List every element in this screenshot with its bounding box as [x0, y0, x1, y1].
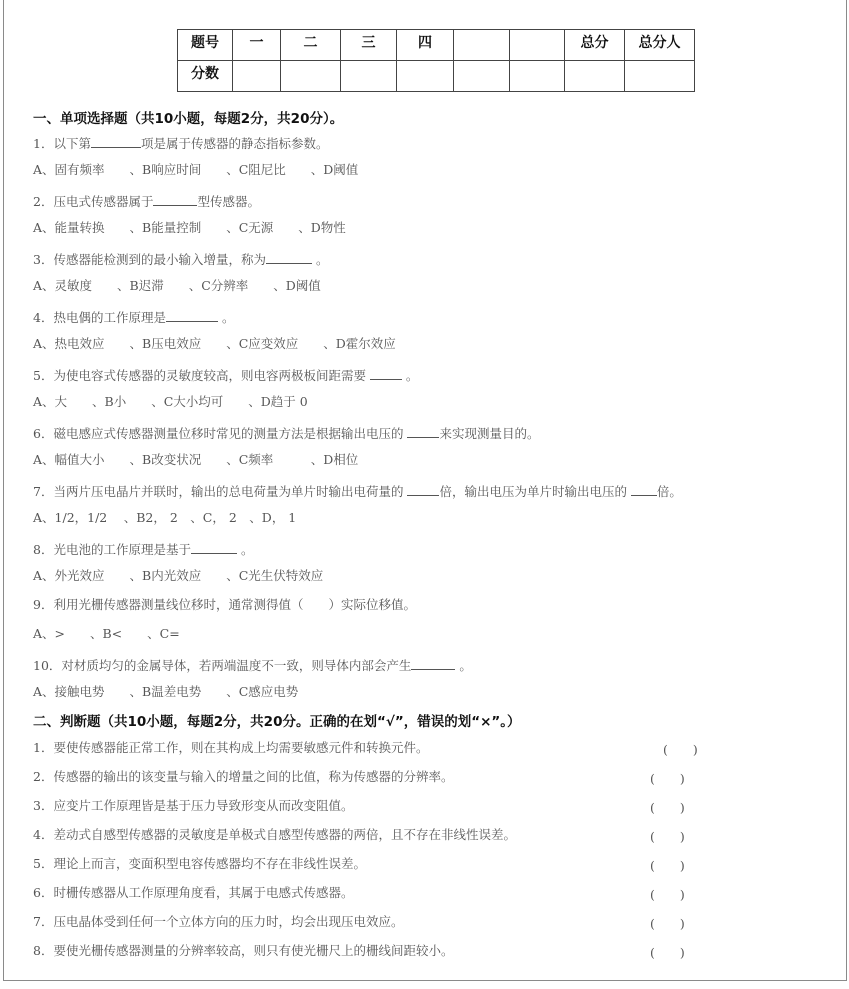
- answer-parentheses[interactable]: ( ): [650, 887, 685, 902]
- answer-options: [33, 510, 296, 526]
- section1-title: 一、单项选择题（共10小题，每题2分，共20分）。: [33, 111, 344, 127]
- score-row-label: 分数: [178, 61, 233, 92]
- question-text: [33, 249, 328, 268]
- score-table: [177, 29, 695, 92]
- text-segment: 。: [455, 658, 472, 673]
- answer-parentheses[interactable]: ( ): [650, 829, 685, 844]
- question-text: [33, 423, 539, 442]
- text-segment: 6．磁电感应式传感器测量位移时常见的测量方法是根据输出电压的: [33, 426, 408, 441]
- text-segment: 。: [401, 368, 419, 383]
- answer-parentheses[interactable]: ( ): [650, 771, 685, 786]
- answer-options: [33, 626, 180, 642]
- question-text: [33, 539, 253, 558]
- section2-title: 二、判断题（共10小题，每题2分，共20分。正确的在划“√”，错误的划“×”。）: [33, 714, 521, 730]
- text-segment: A、灵敏度 、B迟滞 、C分辨率 、D阈值: [33, 278, 321, 293]
- judgment-item: 3．应变片工作原理皆是基于压力导致形变从而改变阻值。: [33, 798, 354, 813]
- answer-options: [33, 452, 358, 468]
- answer-options: [33, 336, 396, 352]
- text-segment: 来实现测量目的。: [439, 426, 540, 441]
- answer-options: [33, 220, 346, 236]
- score-input-cell[interactable]: [341, 61, 397, 92]
- score-table-header-cell: 二: [281, 30, 341, 61]
- question-text: [33, 655, 472, 674]
- text-segment: A、外光效应 、B内光效应 、C光生伏特效应: [33, 568, 324, 583]
- answer-blank[interactable]: [191, 539, 237, 554]
- answer-blank[interactable]: [407, 481, 439, 496]
- judgment-item: 7．压电晶体受到任何一个立体方向的压力时，均会出现压电效应。: [33, 914, 404, 929]
- text-segment: 3．传感器能检测到的最小输入增量，称为: [33, 252, 266, 267]
- answer-blank[interactable]: [411, 655, 455, 670]
- score-input-cell[interactable]: [565, 61, 625, 92]
- answer-parentheses[interactable]: ( ): [650, 858, 685, 873]
- text-segment: 倍。: [656, 484, 682, 499]
- answer-options: [33, 394, 308, 410]
- score-table-header-cell: 四: [397, 30, 454, 61]
- text-segment: A、能量转换 、B能量控制 、C无源 、D物性: [33, 220, 346, 235]
- score-table-header-row: [178, 30, 695, 61]
- answer-options: [33, 278, 321, 294]
- judgment-item: 1．要使传感器能正常工作，则在其构成上均需要敏感元件和转换元件。: [33, 740, 429, 755]
- judgment-item: 2．传感器的输出的该变量与输入的增量之间的比值，称为传感器的分辨率。: [33, 769, 454, 784]
- text-segment: 4．热电偶的工作原理是: [33, 310, 166, 325]
- answer-blank[interactable]: [91, 133, 141, 148]
- question-text: [33, 191, 260, 210]
- answer-options: [33, 568, 323, 584]
- score-table-header-cell: [510, 30, 565, 61]
- question-text: [33, 133, 328, 152]
- text-segment: 9．利用光栅传感器测量线位移时，通常测得值（ ）实际位移值。: [33, 597, 416, 612]
- text-segment: 型传感器。: [197, 194, 260, 209]
- text-segment: 7．当两片压电晶片并联时，输出的总电荷量为单片时输出电荷量的: [33, 484, 408, 499]
- score-input-cell[interactable]: [454, 61, 510, 92]
- text-segment: 5．为使电容式传感器的灵敏度较高，则电容两极板间距需要: [33, 368, 370, 383]
- text-segment: A、大 、B小 、C大小均可 、D趋于 0: [33, 394, 308, 409]
- text-segment: 倍，输出电压为单片时输出电压的: [439, 484, 631, 499]
- score-input-cell[interactable]: [233, 61, 281, 92]
- answer-blank[interactable]: [266, 249, 312, 264]
- text-segment: 项是属于传感器的静态指标参数。: [140, 136, 329, 151]
- judgment-item: 8．要使光栅传感器测量的分辨率较高，则只有使光栅尺上的栅线间距较小。: [33, 943, 454, 958]
- question-text: [33, 481, 682, 500]
- answer-blank[interactable]: [166, 307, 218, 322]
- text-segment: 。: [217, 310, 235, 325]
- text-segment: 。: [311, 252, 329, 267]
- score-input-cell[interactable]: [510, 61, 565, 92]
- answer-parentheses[interactable]: ( ): [650, 945, 685, 960]
- score-input-cell[interactable]: [397, 61, 454, 92]
- judgment-item: 6．时栅传感器从工作原理角度看，其属于电感式传感器。: [33, 885, 354, 900]
- text-segment: A、固有频率 、B响应时间 、C阻尼比 、D阈值: [33, 162, 359, 177]
- answer-blank[interactable]: [153, 191, 197, 206]
- answer-parentheses[interactable]: ( ): [663, 742, 698, 757]
- score-table-header-cell: 一: [233, 30, 281, 61]
- question-text: [33, 307, 234, 326]
- text-segment: 10．对材质均匀的金属导体，若两端温度不一致，则导体内部会产生: [33, 658, 412, 673]
- score-table-header-cell: 题号: [178, 30, 233, 61]
- judgment-item: 4．差动式自感型传感器的灵敏度是单极式自感型传感器的两倍，且不存在非线性误差。: [33, 827, 516, 842]
- answer-blank[interactable]: [631, 481, 657, 496]
- score-table-score-row: [178, 61, 695, 92]
- answer-parentheses[interactable]: ( ): [650, 800, 685, 815]
- text-segment: A、接触电势 、B温差电势 、C感应电势: [33, 684, 299, 699]
- judgment-item: 5．理论上而言，变面积型电容传感器均不存在非线性误差。: [33, 856, 366, 871]
- score-input-cell[interactable]: [281, 61, 341, 92]
- answer-blank[interactable]: [370, 365, 402, 380]
- text-segment: A、热电效应 、B压电效应 、C应变效应 、D霍尔效应: [33, 336, 396, 351]
- text-segment: A、1/2，1/2 、B2， 2 、C， 2 、D， 1: [33, 510, 297, 525]
- score-table-header-cell: 总分: [565, 30, 625, 61]
- score-input-cell[interactable]: [625, 61, 695, 92]
- score-table-header-cell: [454, 30, 510, 61]
- text-segment: 1．以下第: [33, 136, 91, 151]
- text-segment: A、> 、B< 、C=: [33, 626, 180, 641]
- question-text: [33, 597, 416, 613]
- text-segment: A、幅值大小 、B改变状况 、C频率 、D相位: [33, 452, 359, 467]
- text-segment: 。: [236, 542, 254, 557]
- text-segment: 2．压电式传感器属于: [33, 194, 154, 209]
- text-segment: 8．光电池的工作原理是基于: [33, 542, 191, 557]
- answer-options: [33, 684, 298, 700]
- answer-parentheses[interactable]: ( ): [650, 916, 685, 931]
- score-table-header-cell: 三: [341, 30, 397, 61]
- score-table-header-cell: 总分人: [625, 30, 695, 61]
- question-text: [33, 365, 418, 384]
- answer-blank[interactable]: [407, 423, 439, 438]
- answer-options: [33, 162, 358, 178]
